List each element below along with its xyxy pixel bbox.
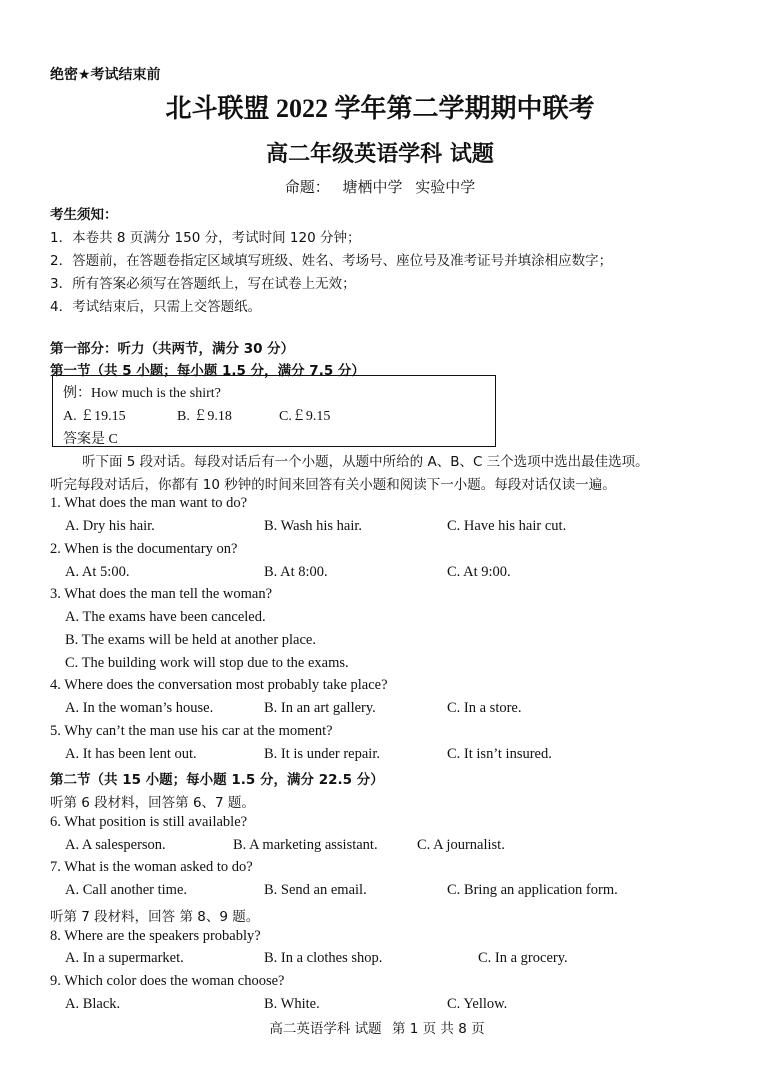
notice-item: 1．本卷共 8 页满分 150 分，考试时间 120 分钟； [50, 230, 361, 246]
author-school-1: 塘栖中学 [342, 178, 403, 196]
footer-page-number: 第 1 页 共 8 页 [391, 1021, 485, 1037]
option-b: B. It is under repair. [264, 746, 380, 762]
notice-heading: 考生须知： [50, 207, 118, 223]
page-footer [0, 1017, 760, 1037]
option-c: C. It isn’t insured. [447, 746, 552, 762]
footer-subject: 高二英语学科 试题 [269, 1021, 382, 1037]
option-a: A. In the woman’s house. [65, 700, 214, 716]
instruction-line: 听下面 5 段对话。每段对话后有一个小题，从题中所给的 A、B、C 三个选项中选出最佳选项。 [82, 454, 649, 470]
example-box [52, 375, 496, 447]
confidential-label: 绝密★考试结束前 [50, 67, 161, 83]
material-instruction: 听第 7 段材料，回答 第 8、9 题。 [50, 909, 260, 925]
question-stem: 5. Why can’t the man use his car at the moment? [50, 723, 333, 739]
section2-heading: 第二节（共 15 小题；每小题 1.5 分，满分 22.5 分） [50, 772, 384, 788]
example-question: 例：How much is the shirt? [63, 386, 221, 401]
authors-label: 命题： [284, 178, 330, 196]
question-stem: 8. Where are the speakers probably? [50, 928, 261, 944]
option-b: B. The exams will be held at another place. [65, 632, 316, 648]
instruction-line: 听完每段对话后，你都有 10 秒钟的时间来回答有关小题和阅读下一小题。每段对话仅读一遍。 [50, 477, 616, 493]
option-c: C. In a store. [447, 700, 522, 716]
option-c: C. Have his hair cut. [447, 518, 567, 534]
question-stem: 3. What does the man tell the woman? [50, 586, 273, 602]
option-b: B. Wash his hair. [264, 518, 363, 534]
notice-item: 4．考试结束后，只需上交答题纸。 [50, 299, 262, 315]
material-instruction: 听第 6 段材料，回答第 6、7 题。 [50, 795, 255, 811]
example-option-c: C.￡9.15 [279, 409, 331, 424]
question-stem: 1. What does the man want to do? [50, 495, 248, 511]
question-stem: 4. Where does the conversation most probably take place? [50, 677, 388, 693]
notice-item: 2．答题前，在答题卷指定区域填写班级、姓名、考场号、座位号及准考证号并填涂相应数字； [50, 253, 613, 269]
exam-title: 北斗联盟 2022 学年第二学期期中联考 [165, 94, 595, 123]
section1-heading: 第一节（共 5 小题；每小题 1.5 分，满分 7.5 分） [50, 363, 365, 379]
option-c: C. The building work will stop due to the exams. [65, 655, 349, 671]
question-stem: 2. When is the documentary on? [50, 541, 238, 557]
question-stem: 7. What is the woman asked to do? [50, 859, 253, 875]
part1-heading: 第一部分：听力（共两节，满分 30 分） [50, 341, 295, 357]
author-school-2: 实验中学 [415, 178, 476, 196]
option-b: B. White. [264, 996, 320, 1012]
option-a: A. The exams have been canceled. [65, 609, 266, 625]
option-a: A. Dry his hair. [65, 518, 155, 534]
question-stem: 6. What position is still available? [50, 814, 248, 830]
example-option-a: A. ￡19.15 [63, 409, 126, 424]
option-b: B. In a clothes shop. [264, 950, 383, 966]
example-answer: 答案是 C [63, 432, 118, 447]
option-c: C. In a grocery. [478, 950, 568, 966]
authors-line [0, 176, 760, 197]
option-b: B. In an art gallery. [264, 700, 376, 716]
option-c: C. A journalist. [417, 837, 505, 853]
option-c: C. Yellow. [447, 996, 508, 1012]
option-a: A. In a supermarket. [65, 950, 184, 966]
option-c: C. Bring an application form. [447, 882, 618, 898]
option-c: C. At 9:00. [447, 564, 511, 580]
question-stem: 9. Which color does the woman choose? [50, 973, 285, 989]
option-b: B. Send an email. [264, 882, 367, 898]
option-a: A. Call another time. [65, 882, 188, 898]
option-a: A. Black. [65, 996, 121, 1012]
option-a: A. At 5:00. [65, 564, 130, 580]
example-option-b: B. ￡9.18 [177, 409, 232, 424]
option-b: B. At 8:00. [264, 564, 328, 580]
exam-subtitle: 高二年级英语学科 试题 [266, 142, 494, 167]
notice-item: 3．所有答案必须写在答题纸上，写在试卷上无效； [50, 276, 356, 292]
option-a: A. It has been lent out. [65, 746, 197, 762]
option-b: B. A marketing assistant. [233, 837, 378, 853]
option-a: A. A salesperson. [65, 837, 166, 853]
